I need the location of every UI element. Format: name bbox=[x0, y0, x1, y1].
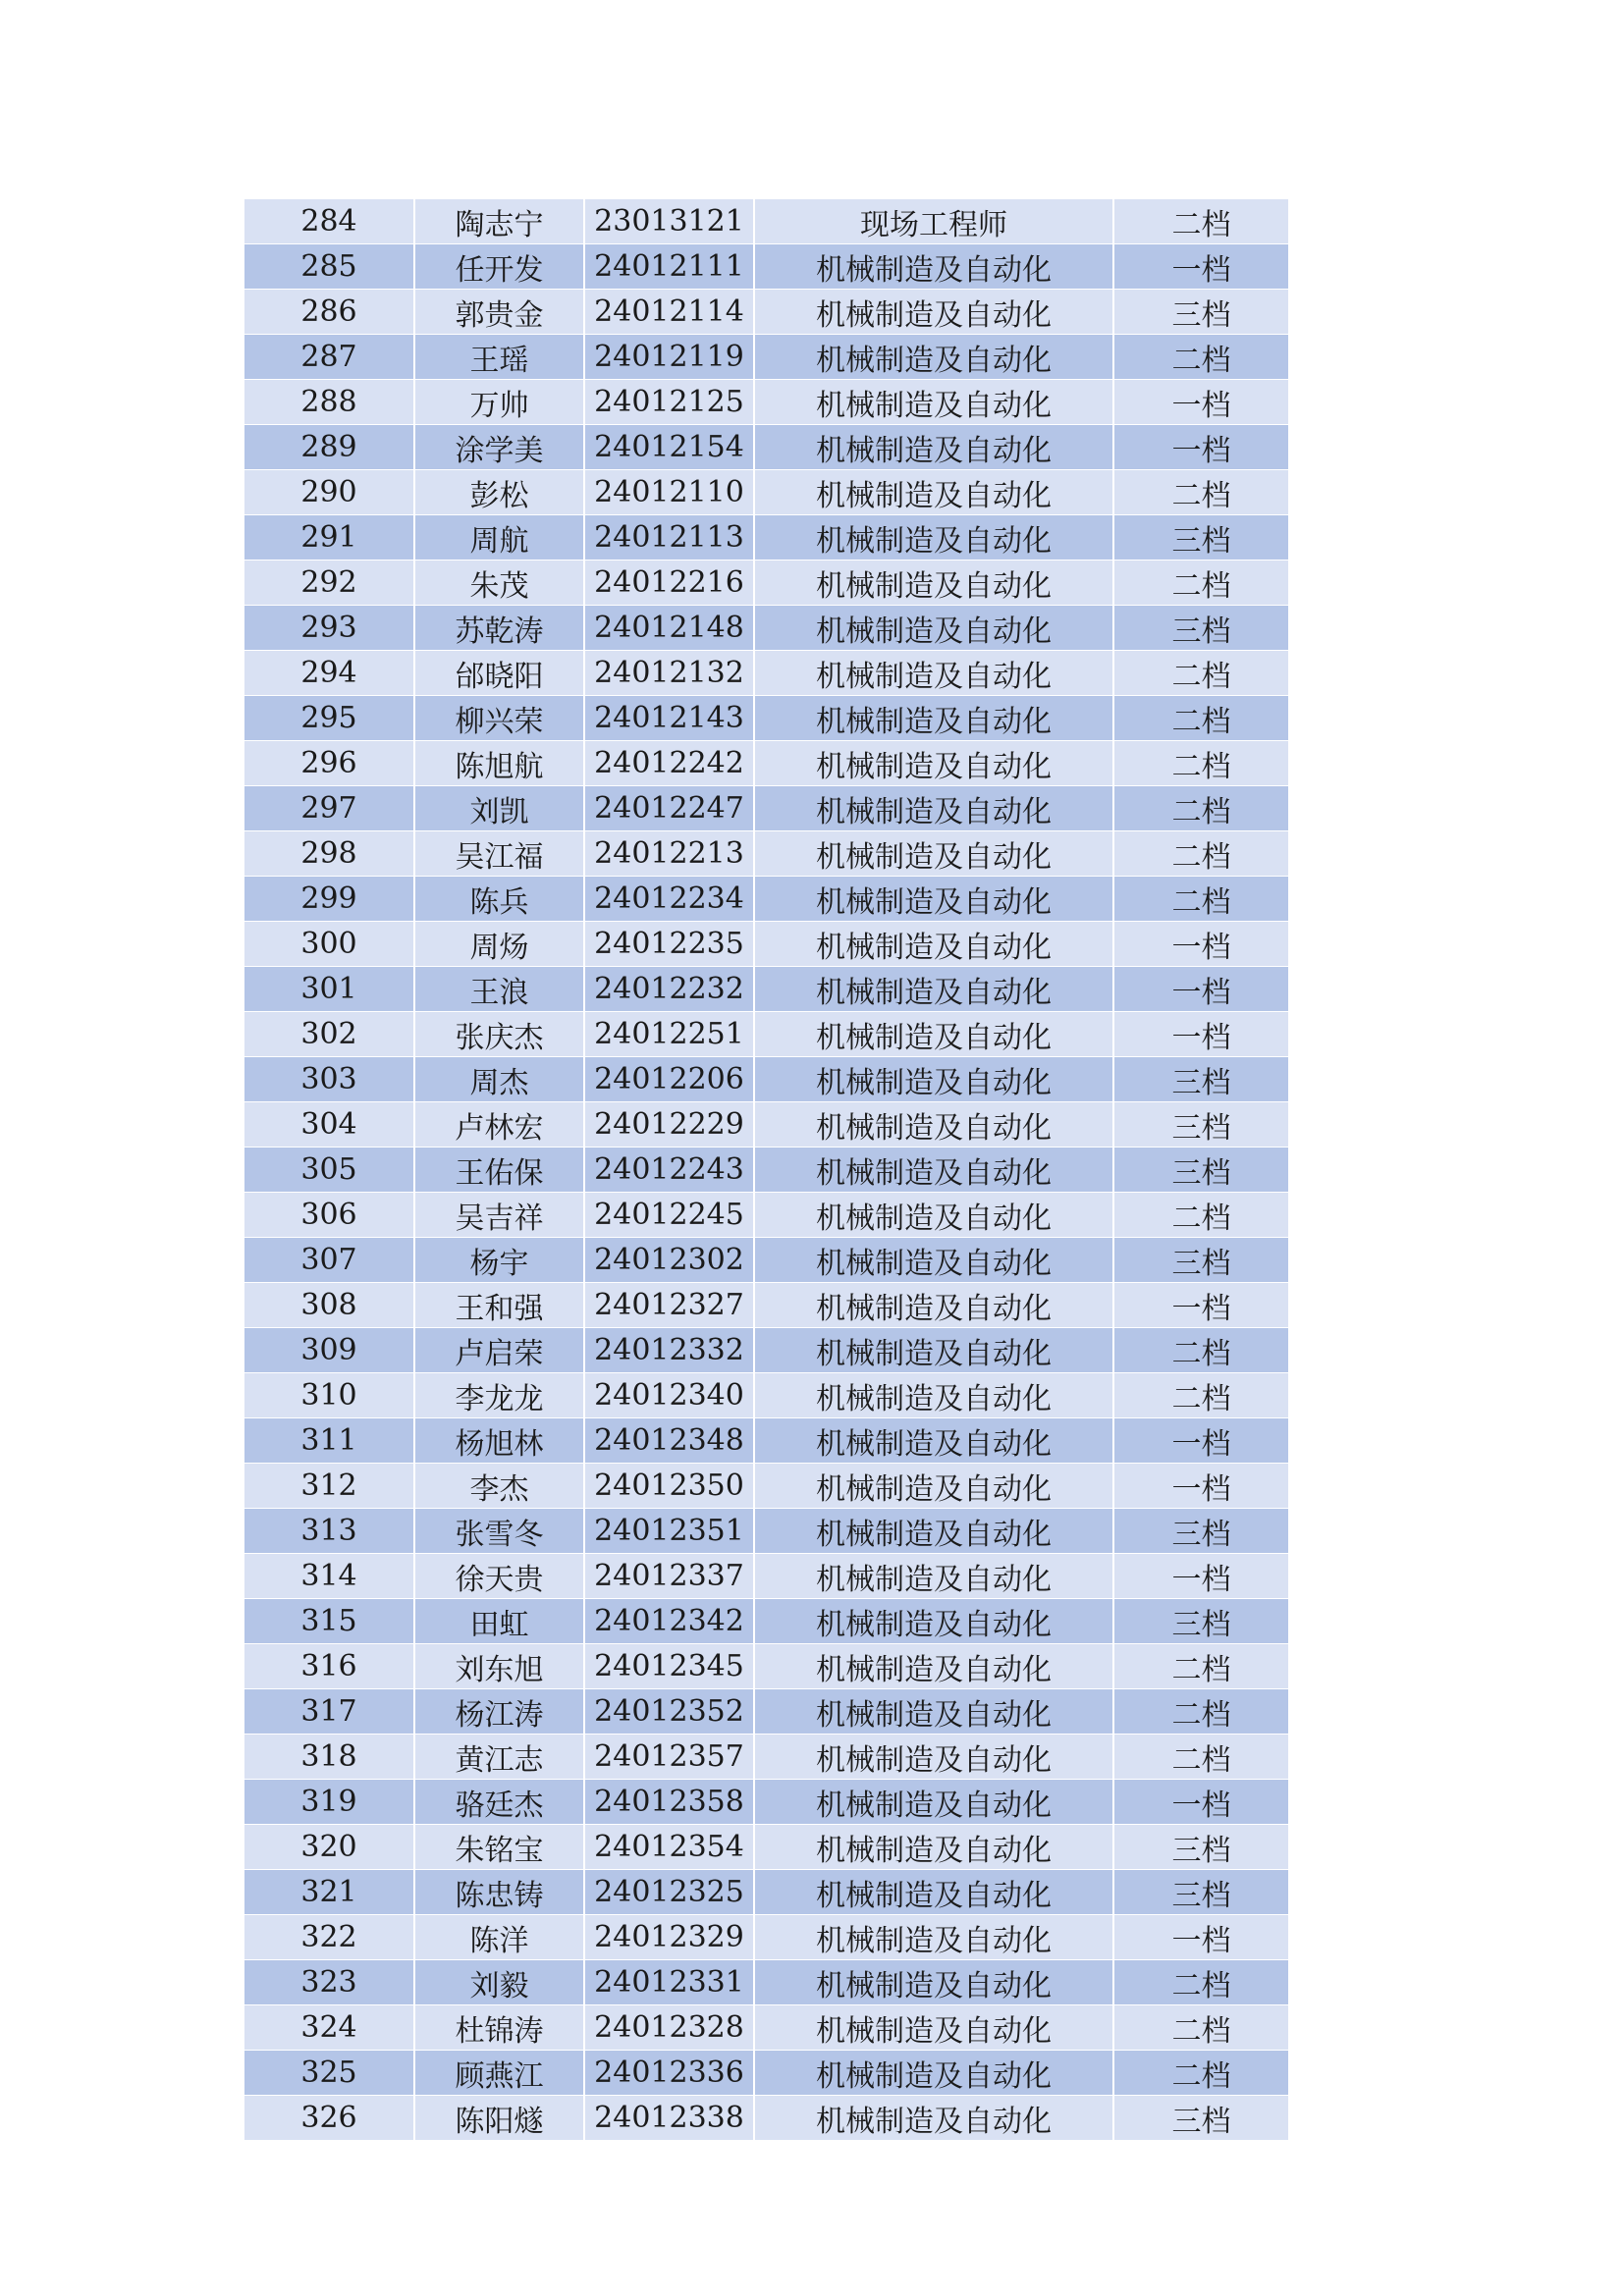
level-cell: 一档 bbox=[1113, 1780, 1288, 1825]
row-number-cell: 300 bbox=[244, 922, 414, 967]
student-id-cell: 24012247 bbox=[584, 786, 754, 831]
major-cell: 机械制造及自动化 bbox=[754, 1283, 1113, 1328]
major-cell: 机械制造及自动化 bbox=[754, 1148, 1113, 1193]
table-row bbox=[244, 199, 1288, 244]
major-cell: 机械制造及自动化 bbox=[754, 1960, 1113, 2005]
row-number-cell: 287 bbox=[244, 335, 414, 380]
level-cell: 二档 bbox=[1113, 2005, 1288, 2051]
row-number-cell: 292 bbox=[244, 561, 414, 606]
table-row bbox=[244, 1554, 1288, 1599]
student-id-cell: 24012113 bbox=[584, 515, 754, 561]
name-cell: 杜锦涛 bbox=[414, 2005, 584, 2051]
level-cell: 三档 bbox=[1113, 1238, 1288, 1283]
level-cell: 三档 bbox=[1113, 1102, 1288, 1148]
name-cell: 王浪 bbox=[414, 967, 584, 1012]
row-number-cell: 285 bbox=[244, 244, 414, 290]
name-cell: 骆廷杰 bbox=[414, 1780, 584, 1825]
student-id-cell: 24012132 bbox=[584, 651, 754, 696]
table-row bbox=[244, 1644, 1288, 1689]
name-cell: 顾燕江 bbox=[414, 2051, 584, 2096]
level-cell: 二档 bbox=[1113, 831, 1288, 877]
student-id-cell: 24012242 bbox=[584, 741, 754, 786]
student-id-cell: 24012119 bbox=[584, 335, 754, 380]
level-cell: 二档 bbox=[1113, 470, 1288, 515]
major-cell: 机械制造及自动化 bbox=[754, 1373, 1113, 1418]
student-id-cell: 24012327 bbox=[584, 1283, 754, 1328]
level-cell: 二档 bbox=[1113, 199, 1288, 244]
level-cell: 一档 bbox=[1113, 922, 1288, 967]
name-cell: 卢启荣 bbox=[414, 1328, 584, 1373]
table-row bbox=[244, 967, 1288, 1012]
name-cell: 涂学美 bbox=[414, 425, 584, 470]
level-cell: 二档 bbox=[1113, 651, 1288, 696]
row-number-cell: 297 bbox=[244, 786, 414, 831]
table-row bbox=[244, 1373, 1288, 1418]
student-id-cell: 24012229 bbox=[584, 1102, 754, 1148]
major-cell: 机械制造及自动化 bbox=[754, 967, 1113, 1012]
row-number-cell: 293 bbox=[244, 606, 414, 651]
table-row bbox=[244, 2005, 1288, 2051]
name-cell: 李龙龙 bbox=[414, 1373, 584, 1418]
level-cell: 三档 bbox=[1113, 1057, 1288, 1102]
name-cell: 陈阳燧 bbox=[414, 2096, 584, 2141]
student-id-cell: 24012114 bbox=[584, 290, 754, 335]
row-number-cell: 309 bbox=[244, 1328, 414, 1373]
level-cell: 二档 bbox=[1113, 1328, 1288, 1373]
table-row bbox=[244, 1102, 1288, 1148]
major-cell: 机械制造及自动化 bbox=[754, 1735, 1113, 1780]
level-cell: 三档 bbox=[1113, 1509, 1288, 1554]
row-number-cell: 321 bbox=[244, 1870, 414, 1915]
student-id-cell: 24012340 bbox=[584, 1373, 754, 1418]
student-id-cell: 24012345 bbox=[584, 1644, 754, 1689]
row-number-cell: 289 bbox=[244, 425, 414, 470]
major-cell: 机械制造及自动化 bbox=[754, 651, 1113, 696]
table-row bbox=[244, 1915, 1288, 1960]
student-id-cell: 24012338 bbox=[584, 2096, 754, 2141]
student-id-cell: 24012331 bbox=[584, 1960, 754, 2005]
major-cell: 机械制造及自动化 bbox=[754, 831, 1113, 877]
student-id-cell: 24012251 bbox=[584, 1012, 754, 1057]
table-row bbox=[244, 1057, 1288, 1102]
table-row bbox=[244, 244, 1288, 290]
table-row bbox=[244, 380, 1288, 425]
row-number-cell: 322 bbox=[244, 1915, 414, 1960]
table-row bbox=[244, 831, 1288, 877]
table-row bbox=[244, 2096, 1288, 2141]
student-id-cell: 24012213 bbox=[584, 831, 754, 877]
student-id-cell: 24012245 bbox=[584, 1193, 754, 1238]
row-number-cell: 296 bbox=[244, 741, 414, 786]
document-page bbox=[244, 199, 1288, 2141]
name-cell: 王和强 bbox=[414, 1283, 584, 1328]
level-cell: 二档 bbox=[1113, 335, 1288, 380]
table-row bbox=[244, 1148, 1288, 1193]
row-number-cell: 325 bbox=[244, 2051, 414, 2096]
student-id-cell: 24012216 bbox=[584, 561, 754, 606]
level-cell: 二档 bbox=[1113, 1960, 1288, 2005]
table-row bbox=[244, 1464, 1288, 1509]
major-cell: 机械制造及自动化 bbox=[754, 515, 1113, 561]
student-id-cell: 24012154 bbox=[584, 425, 754, 470]
table-row bbox=[244, 877, 1288, 922]
student-id-cell: 24012206 bbox=[584, 1057, 754, 1102]
name-cell: 陈兵 bbox=[414, 877, 584, 922]
row-number-cell: 301 bbox=[244, 967, 414, 1012]
major-cell: 机械制造及自动化 bbox=[754, 1057, 1113, 1102]
scholarship-table bbox=[244, 199, 1288, 2141]
name-cell: 周航 bbox=[414, 515, 584, 561]
name-cell: 陈忠铸 bbox=[414, 1870, 584, 1915]
level-cell: 三档 bbox=[1113, 1825, 1288, 1870]
table-row bbox=[244, 1870, 1288, 1915]
row-number-cell: 286 bbox=[244, 290, 414, 335]
table-row bbox=[244, 922, 1288, 967]
row-number-cell: 303 bbox=[244, 1057, 414, 1102]
table-row bbox=[244, 696, 1288, 741]
level-cell: 二档 bbox=[1113, 1373, 1288, 1418]
table-row bbox=[244, 1418, 1288, 1464]
major-cell: 机械制造及自动化 bbox=[754, 1915, 1113, 1960]
level-cell: 一档 bbox=[1113, 1554, 1288, 1599]
level-cell: 一档 bbox=[1113, 1012, 1288, 1057]
table-row bbox=[244, 1689, 1288, 1735]
major-cell: 机械制造及自动化 bbox=[754, 2096, 1113, 2141]
name-cell: 李杰 bbox=[414, 1464, 584, 1509]
row-number-cell: 310 bbox=[244, 1373, 414, 1418]
major-cell: 机械制造及自动化 bbox=[754, 877, 1113, 922]
level-cell: 三档 bbox=[1113, 606, 1288, 651]
table-row bbox=[244, 1012, 1288, 1057]
student-id-cell: 24012110 bbox=[584, 470, 754, 515]
student-id-cell: 24012329 bbox=[584, 1915, 754, 1960]
row-number-cell: 304 bbox=[244, 1102, 414, 1148]
major-cell: 机械制造及自动化 bbox=[754, 1509, 1113, 1554]
row-number-cell: 308 bbox=[244, 1283, 414, 1328]
major-cell: 机械制造及自动化 bbox=[754, 1599, 1113, 1644]
row-number-cell: 302 bbox=[244, 1012, 414, 1057]
name-cell: 陈旭航 bbox=[414, 741, 584, 786]
major-cell: 机械制造及自动化 bbox=[754, 290, 1113, 335]
name-cell: 陶志宁 bbox=[414, 199, 584, 244]
major-cell: 机械制造及自动化 bbox=[754, 425, 1113, 470]
row-number-cell: 326 bbox=[244, 2096, 414, 2141]
table-row bbox=[244, 651, 1288, 696]
name-cell: 周炀 bbox=[414, 922, 584, 967]
level-cell: 二档 bbox=[1113, 741, 1288, 786]
row-number-cell: 323 bbox=[244, 1960, 414, 2005]
major-cell: 机械制造及自动化 bbox=[754, 696, 1113, 741]
level-cell: 二档 bbox=[1113, 877, 1288, 922]
major-cell: 机械制造及自动化 bbox=[754, 1870, 1113, 1915]
table-row bbox=[244, 2051, 1288, 2096]
level-cell: 二档 bbox=[1113, 696, 1288, 741]
major-cell: 现场工程师 bbox=[754, 199, 1113, 244]
student-id-cell: 24012111 bbox=[584, 244, 754, 290]
major-cell: 机械制造及自动化 bbox=[754, 1012, 1113, 1057]
table-row bbox=[244, 335, 1288, 380]
student-id-cell: 24012348 bbox=[584, 1418, 754, 1464]
table-row bbox=[244, 470, 1288, 515]
row-number-cell: 295 bbox=[244, 696, 414, 741]
name-cell: 朱茂 bbox=[414, 561, 584, 606]
row-number-cell: 318 bbox=[244, 1735, 414, 1780]
table-row bbox=[244, 1960, 1288, 2005]
student-id-cell: 24012332 bbox=[584, 1328, 754, 1373]
row-number-cell: 314 bbox=[244, 1554, 414, 1599]
level-cell: 一档 bbox=[1113, 1283, 1288, 1328]
table-row bbox=[244, 786, 1288, 831]
name-cell: 陈洋 bbox=[414, 1915, 584, 1960]
table-row bbox=[244, 561, 1288, 606]
name-cell: 田虹 bbox=[414, 1599, 584, 1644]
row-number-cell: 316 bbox=[244, 1644, 414, 1689]
name-cell: 王佑保 bbox=[414, 1148, 584, 1193]
name-cell: 杨江涛 bbox=[414, 1689, 584, 1735]
student-id-cell: 24012234 bbox=[584, 877, 754, 922]
major-cell: 机械制造及自动化 bbox=[754, 786, 1113, 831]
row-number-cell: 290 bbox=[244, 470, 414, 515]
table-body bbox=[244, 199, 1288, 2141]
major-cell: 机械制造及自动化 bbox=[754, 1328, 1113, 1373]
table-row bbox=[244, 1735, 1288, 1780]
student-id-cell: 24012125 bbox=[584, 380, 754, 425]
name-cell: 苏乾涛 bbox=[414, 606, 584, 651]
major-cell: 机械制造及自动化 bbox=[754, 741, 1113, 786]
table-row bbox=[244, 1238, 1288, 1283]
major-cell: 机械制造及自动化 bbox=[754, 2005, 1113, 2051]
level-cell: 二档 bbox=[1113, 1193, 1288, 1238]
name-cell: 杨宇 bbox=[414, 1238, 584, 1283]
student-id-cell: 24012351 bbox=[584, 1509, 754, 1554]
row-number-cell: 298 bbox=[244, 831, 414, 877]
row-number-cell: 307 bbox=[244, 1238, 414, 1283]
table-row bbox=[244, 606, 1288, 651]
student-id-cell: 24012336 bbox=[584, 2051, 754, 2096]
name-cell: 朱铭宝 bbox=[414, 1825, 584, 1870]
major-cell: 机械制造及自动化 bbox=[754, 1102, 1113, 1148]
major-cell: 机械制造及自动化 bbox=[754, 2051, 1113, 2096]
name-cell: 任开发 bbox=[414, 244, 584, 290]
row-number-cell: 319 bbox=[244, 1780, 414, 1825]
student-id-cell: 24012148 bbox=[584, 606, 754, 651]
level-cell: 二档 bbox=[1113, 1689, 1288, 1735]
row-number-cell: 306 bbox=[244, 1193, 414, 1238]
row-number-cell: 313 bbox=[244, 1509, 414, 1554]
row-number-cell: 320 bbox=[244, 1825, 414, 1870]
student-id-cell: 24012328 bbox=[584, 2005, 754, 2051]
major-cell: 机械制造及自动化 bbox=[754, 470, 1113, 515]
student-id-cell: 24012337 bbox=[584, 1554, 754, 1599]
student-id-cell: 24012357 bbox=[584, 1735, 754, 1780]
name-cell: 柳兴荣 bbox=[414, 696, 584, 741]
level-cell: 一档 bbox=[1113, 1915, 1288, 1960]
name-cell: 王瑶 bbox=[414, 335, 584, 380]
major-cell: 机械制造及自动化 bbox=[754, 1689, 1113, 1735]
name-cell: 张雪冬 bbox=[414, 1509, 584, 1554]
student-id-cell: 24012325 bbox=[584, 1870, 754, 1915]
level-cell: 三档 bbox=[1113, 290, 1288, 335]
name-cell: 黄江志 bbox=[414, 1735, 584, 1780]
major-cell: 机械制造及自动化 bbox=[754, 1418, 1113, 1464]
major-cell: 机械制造及自动化 bbox=[754, 1193, 1113, 1238]
student-id-cell: 24012302 bbox=[584, 1238, 754, 1283]
student-id-cell: 24012358 bbox=[584, 1780, 754, 1825]
student-id-cell: 24012143 bbox=[584, 696, 754, 741]
table-row bbox=[244, 1283, 1288, 1328]
name-cell: 郭贵金 bbox=[414, 290, 584, 335]
row-number-cell: 317 bbox=[244, 1689, 414, 1735]
table-row bbox=[244, 290, 1288, 335]
row-number-cell: 288 bbox=[244, 380, 414, 425]
table-row bbox=[244, 1509, 1288, 1554]
name-cell: 张庆杰 bbox=[414, 1012, 584, 1057]
name-cell: 刘东旭 bbox=[414, 1644, 584, 1689]
level-cell: 二档 bbox=[1113, 1735, 1288, 1780]
level-cell: 一档 bbox=[1113, 244, 1288, 290]
level-cell: 三档 bbox=[1113, 1599, 1288, 1644]
table-row bbox=[244, 1599, 1288, 1644]
student-id-cell: 24012342 bbox=[584, 1599, 754, 1644]
level-cell: 一档 bbox=[1113, 1418, 1288, 1464]
name-cell: 徐天贵 bbox=[414, 1554, 584, 1599]
level-cell: 三档 bbox=[1113, 2096, 1288, 2141]
level-cell: 三档 bbox=[1113, 1870, 1288, 1915]
level-cell: 三档 bbox=[1113, 515, 1288, 561]
name-cell: 吴江福 bbox=[414, 831, 584, 877]
row-number-cell: 294 bbox=[244, 651, 414, 696]
table-row bbox=[244, 1193, 1288, 1238]
row-number-cell: 299 bbox=[244, 877, 414, 922]
name-cell: 杨旭林 bbox=[414, 1418, 584, 1464]
major-cell: 机械制造及自动化 bbox=[754, 1780, 1113, 1825]
table-row bbox=[244, 1328, 1288, 1373]
major-cell: 机械制造及自动化 bbox=[754, 1554, 1113, 1599]
level-cell: 二档 bbox=[1113, 561, 1288, 606]
table-row bbox=[244, 1825, 1288, 1870]
major-cell: 机械制造及自动化 bbox=[754, 922, 1113, 967]
table-row bbox=[244, 741, 1288, 786]
student-id-cell: 24012352 bbox=[584, 1689, 754, 1735]
major-cell: 机械制造及自动化 bbox=[754, 606, 1113, 651]
row-number-cell: 324 bbox=[244, 2005, 414, 2051]
major-cell: 机械制造及自动化 bbox=[754, 335, 1113, 380]
row-number-cell: 315 bbox=[244, 1599, 414, 1644]
row-number-cell: 311 bbox=[244, 1418, 414, 1464]
major-cell: 机械制造及自动化 bbox=[754, 244, 1113, 290]
student-id-cell: 24012243 bbox=[584, 1148, 754, 1193]
name-cell: 卢林宏 bbox=[414, 1102, 584, 1148]
student-id-cell: 23013121 bbox=[584, 199, 754, 244]
major-cell: 机械制造及自动化 bbox=[754, 1644, 1113, 1689]
level-cell: 二档 bbox=[1113, 1644, 1288, 1689]
table-row bbox=[244, 425, 1288, 470]
name-cell: 吴吉祥 bbox=[414, 1193, 584, 1238]
name-cell: 彭松 bbox=[414, 470, 584, 515]
major-cell: 机械制造及自动化 bbox=[754, 1825, 1113, 1870]
name-cell: 邰晓阳 bbox=[414, 651, 584, 696]
level-cell: 二档 bbox=[1113, 2051, 1288, 2096]
student-id-cell: 24012354 bbox=[584, 1825, 754, 1870]
level-cell: 一档 bbox=[1113, 967, 1288, 1012]
row-number-cell: 305 bbox=[244, 1148, 414, 1193]
student-id-cell: 24012350 bbox=[584, 1464, 754, 1509]
student-id-cell: 24012232 bbox=[584, 967, 754, 1012]
level-cell: 一档 bbox=[1113, 425, 1288, 470]
major-cell: 机械制造及自动化 bbox=[754, 1238, 1113, 1283]
level-cell: 一档 bbox=[1113, 380, 1288, 425]
name-cell: 刘毅 bbox=[414, 1960, 584, 2005]
row-number-cell: 291 bbox=[244, 515, 414, 561]
name-cell: 万帅 bbox=[414, 380, 584, 425]
major-cell: 机械制造及自动化 bbox=[754, 1464, 1113, 1509]
major-cell: 机械制造及自动化 bbox=[754, 561, 1113, 606]
table-row bbox=[244, 515, 1288, 561]
student-id-cell: 24012235 bbox=[584, 922, 754, 967]
level-cell: 二档 bbox=[1113, 786, 1288, 831]
table-row bbox=[244, 1780, 1288, 1825]
row-number-cell: 312 bbox=[244, 1464, 414, 1509]
name-cell: 周杰 bbox=[414, 1057, 584, 1102]
row-number-cell: 284 bbox=[244, 199, 414, 244]
major-cell: 机械制造及自动化 bbox=[754, 380, 1113, 425]
level-cell: 三档 bbox=[1113, 1148, 1288, 1193]
level-cell: 一档 bbox=[1113, 1464, 1288, 1509]
name-cell: 刘凯 bbox=[414, 786, 584, 831]
